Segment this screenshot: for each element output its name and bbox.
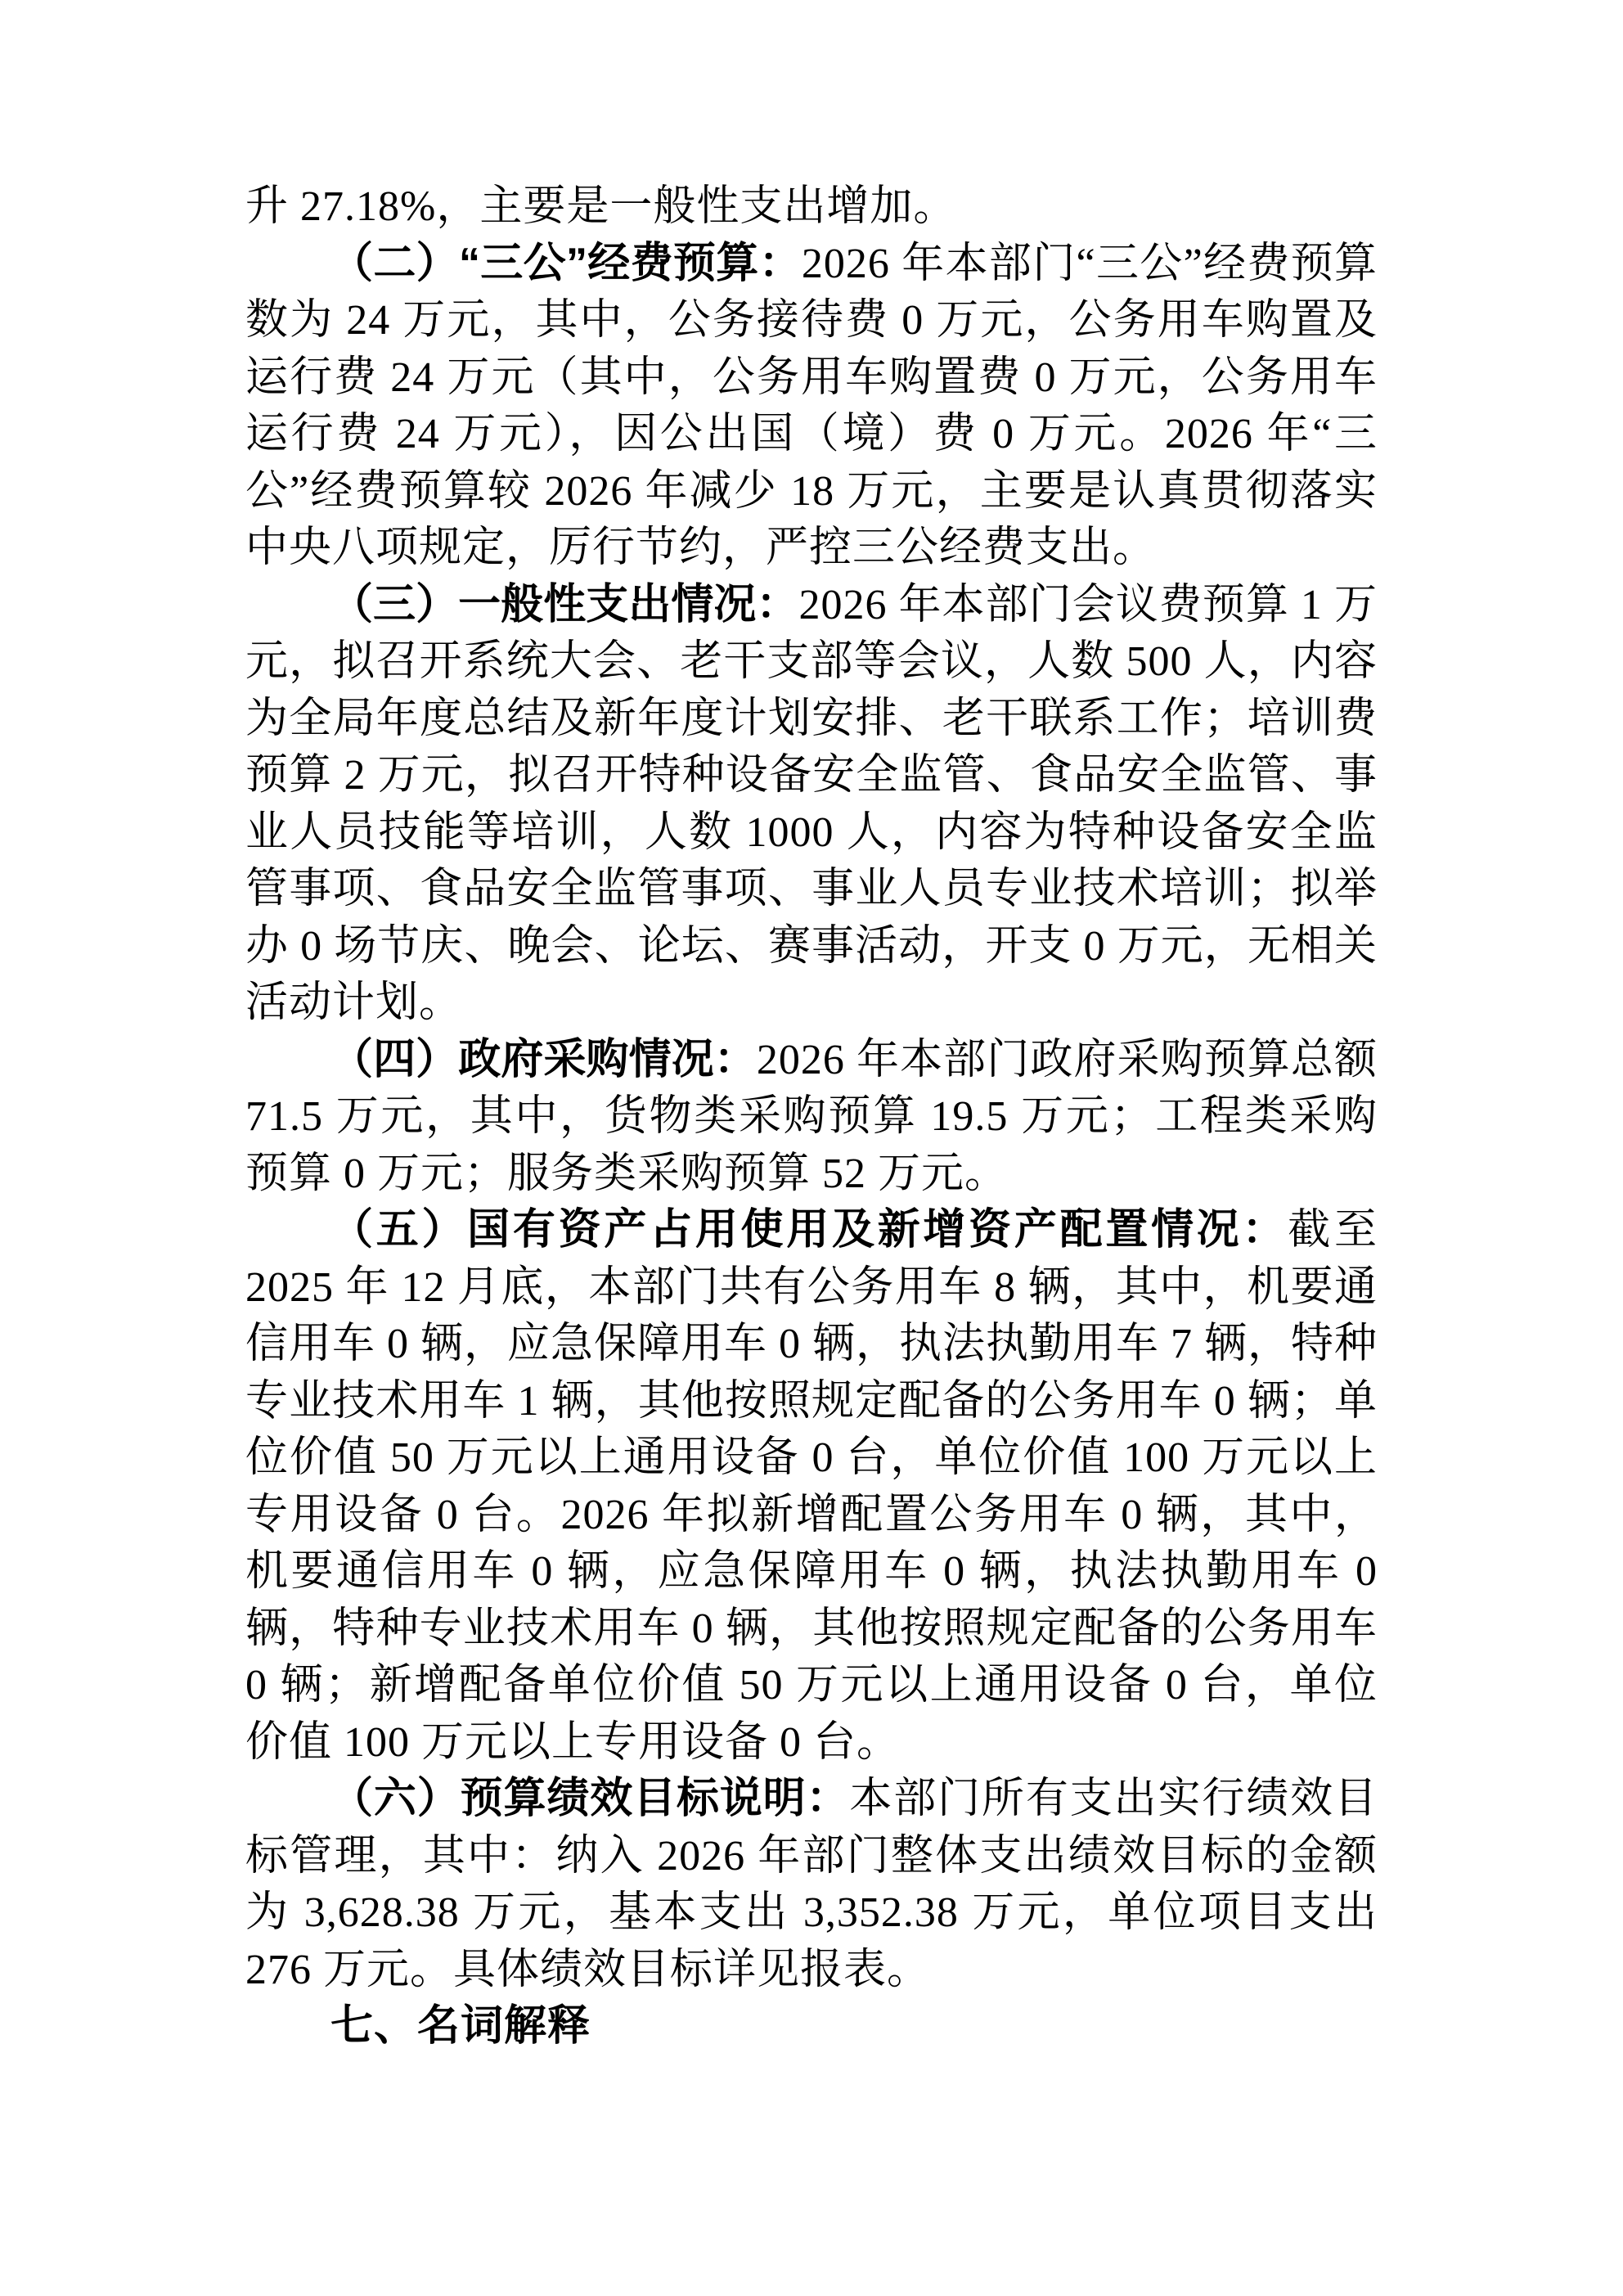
section-heading-2: （二）“三公”经费预算： [330,239,802,287]
paragraph-text: 2026 年本部门“三公”经费预算数为 24 万元，其中，公务接待费 0 万元，公务用车购置及运行费 24 万元（其中，公务用车购置费 0 万元，公务用车运行费 24 万元），因公出国（境）费 0 万元。2026 年“三公”经费预算较 2026 年减少 18 万元，主要是认真贯彻落实中央八项规定，厉行节约，严控三公经费支出。 [245,240,1378,571]
section-heading-3: （三）一般性支出情况： [330,580,799,628]
paragraph-text: 2026 年本部门政府采购预算总额 71.5 万元，其中，货物类采购预算 19.5 万元；工程类采购预算 0 万元；服务类采购预算 52 万元。 [245,1036,1378,1197]
paragraph-expenditure-increase [245,178,1378,236]
paragraph-performance-targets [245,1771,1378,1998]
section-heading-6: （六）预算绩效目标说明： [330,1775,850,1822]
paragraph-text: 2026 年本部门会议费预算 1 万元，拟召开系统大会、老干支部等会议，人数 500 人，内容为全局年度总结及新年度计划安排、老干联系工作；培训费预算 2 万元，拟召开特种设备安全监管、食品安全监管、事业人员技能等培训，人数 1000 人，内容为特种设备安全监管事项、食品安全监管事项、事业人员专业技术培训；拟举办 0 场节庆、晚会、论坛、赛事活动，开支 0 万元，无相关活动计划。 [245,581,1378,1026]
paragraph-text: 本部门所有支出实行绩效目标管理，其中：纳入 2026 年部门整体支出绩效目标的金额为 3,628.38 万元，基本支出 3,352.38 万元，单位项目支出 276 万元。具体绩效目标详见报表。 [245,1776,1378,1993]
paragraph-text: 升 27.18%，主要是一般性支出增加。 [245,183,957,230]
heading-text: 七、名词解释 [330,2002,591,2050]
paragraph-state-assets [245,1202,1378,1771]
section-heading-5: （五）国有资产占用使用及新增资产配置情况： [330,1206,1288,1254]
paragraph-text: 截至 2025 年 12 月底，本部门共有公务用车 8 辆，其中，机要通信用车 0 辆，应急保障用车 0 辆，执法执勤用车 7 辆，特种专业技术用车 1 辆，其他按照规定配备的公务用车 0 辆；单位价值 50 万元以上通用设备 0 台，单位价值 100 万元以上专用设备 0 台。2026 年拟新增配置公务用车 0 辆，其中，机要通信用车 0 辆，应急保障用车 0 辆，执法执勤用车 0 辆，特种专业技术用车 0 辆，其他按照规定配备的公务用车 0 辆；新增配备单位价值 50 万元以上通用设备 0 台，单位价值 100 万元以上专用设备 0 台。 [245,1207,1378,1766]
document-body [245,178,1378,2055]
paragraph-sangong-budget [245,236,1378,577]
section-heading-7-glossary [245,1998,1378,2055]
paragraph-general-expenditure [245,577,1378,1032]
section-heading-4: （四）政府采购情况： [330,1035,757,1083]
paragraph-government-procurement [245,1032,1378,1203]
